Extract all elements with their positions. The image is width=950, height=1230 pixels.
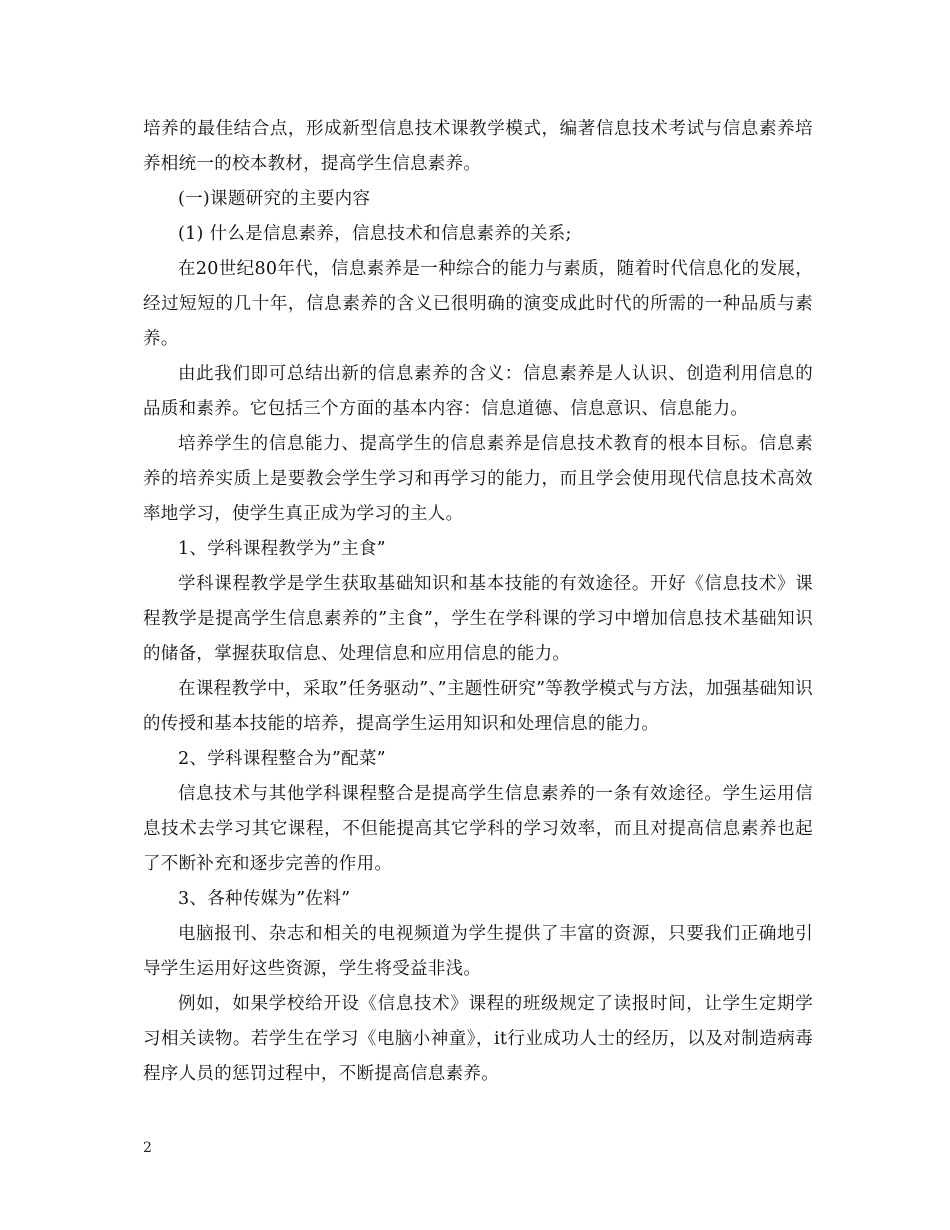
paragraph: 电脑报刊、杂志和相关的电视频道为学生提供了丰富的资源，只要我们正确地引导学生运用好这些资源，学生将受益非浅。	[143, 924, 813, 979]
paragraph: 在20世纪80年代，信息素养是一种综合的能力与素质，随着时代信息化的发展，经过短短的几十年，信息素养的含义已很明确的演变成此时代的所需的一种品质与素养。	[143, 259, 813, 349]
paragraph: 由此我们即可总结出新的信息素养的含义：信息素养是人认识、创造利用信息的品质和素养。它包括三个方面的基本内容：信息道德、信息意识、信息能力。	[143, 364, 813, 419]
paragraph: 例如，如果学校给开设《信息技术》课程的班级规定了读报时间，让学生定期学习相关读物。若学生在学习《电脑小神童》，it行业成功人士的经历，以及对制造病毒程序人员的惩罚过程中，不断提高信息素养。	[143, 994, 813, 1084]
sub-heading: 2、学科课程整合为”配菜”	[178, 749, 386, 769]
paragraph: 培养的最佳结合点，形成新型信息技术课教学模式，编著信息技术考试与信息素养培养相统一的校本教材，提高学生信息素养。	[143, 119, 813, 174]
paragraph: 学科课程教学是学生获取基础知识和基本技能的有效途径。开好《信息技术》课程教学是提高学生信息素养的”主食”，学生在学科课的学习中增加信息技术基础知识的储备，掌握获取信息、处理信息和应用信息的能力。	[143, 574, 813, 664]
paragraph: 信息技术与其他学科课程整合是提高学生信息素养的一条有效途径。学生运用信息技术去学习其它课程，不但能提高其它学科的学习效率，而且对提高信息素养也起了不断补充和逐步完善的作用。	[143, 784, 813, 874]
paragraph: 培养学生的信息能力、提高学生的信息素养是信息技术教育的根本目标。信息素养的培养实质上是要教会学生学习和再学习的能力，而且学会使用现代信息技术高效率地学习，使学生真正成为学习的主人。	[143, 434, 813, 524]
sub-heading: (1) 什么是信息素养，信息技术和信息素养的关系;	[178, 224, 572, 244]
page-number: 2	[143, 1140, 152, 1156]
paragraph: 在课程教学中，采取”任务驱动”、”主题性研究”等教学模式与方法，加强基础知识的传授和基本技能的培养，提高学生运用知识和处理信息的能力。	[143, 679, 813, 734]
sub-heading: 1、学科课程教学为”主食”	[178, 539, 386, 559]
document-body	[143, 112, 813, 1092]
sub-heading: 3、各种传媒为”佐料”	[178, 889, 351, 909]
section-heading: (一)课题研究的主要内容	[178, 189, 371, 209]
